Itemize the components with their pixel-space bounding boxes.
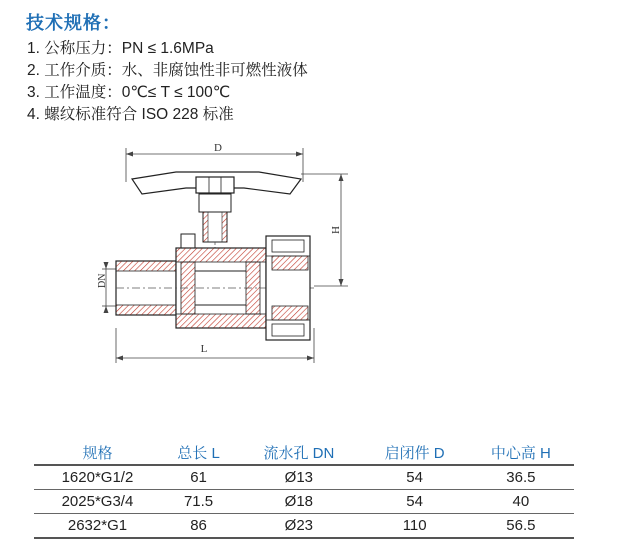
spec-pressure: 1. 公称压力：PN ≤ 1.6MPa	[27, 40, 214, 57]
spec-temperature: 3. 工作温度：0℃≤ T ≤ 100℃	[27, 84, 231, 101]
header-length: 总长 L	[161, 440, 236, 465]
cell-height: 56.5	[468, 514, 574, 539]
cell-height: 36.5	[468, 465, 574, 490]
cell-model: 2632*G1	[34, 514, 161, 539]
cell-model: 2025*G3/4	[34, 490, 161, 514]
label-h: H	[330, 226, 342, 234]
cell-length: 86	[161, 514, 236, 539]
table-row	[34, 465, 574, 490]
label-dn: DN	[97, 273, 108, 288]
cell-bore: Ø13	[236, 465, 361, 490]
label-l: L	[200, 343, 208, 355]
cell-bore: Ø18	[236, 490, 361, 514]
spec-table	[34, 440, 574, 539]
cell-length: 61	[161, 465, 236, 490]
ball-valve-drawing	[86, 138, 366, 370]
cell-model: 1620*G1/2	[34, 465, 161, 490]
spec-title: 技术规格：	[26, 13, 121, 33]
table-row	[34, 490, 574, 514]
header-bore: 流水孔 DN	[236, 440, 361, 465]
header-model: 规格	[34, 440, 161, 465]
spec-thread-standard: 4. 螺纹标准符合 ISO 228 标准	[27, 106, 234, 123]
cell-height: 40	[468, 490, 574, 514]
spec-medium: 2. 工作介质：水、非腐蚀性非可燃性液体	[27, 62, 308, 79]
table-row	[34, 514, 574, 539]
union-nut	[266, 236, 310, 340]
table-header-row	[34, 440, 574, 465]
header-height: 中心高 H	[468, 440, 574, 465]
dimension-dn	[97, 262, 116, 313]
spec-list	[27, 38, 308, 126]
cell-closure: 54	[362, 490, 468, 514]
handle-lever	[132, 172, 301, 194]
label-d: D	[214, 142, 222, 154]
header-closure: 启闭件 D	[362, 440, 468, 465]
cell-closure: 110	[362, 514, 468, 539]
cell-closure: 54	[362, 465, 468, 490]
cell-length: 71.5	[161, 490, 236, 514]
cell-bore: Ø23	[236, 514, 361, 539]
